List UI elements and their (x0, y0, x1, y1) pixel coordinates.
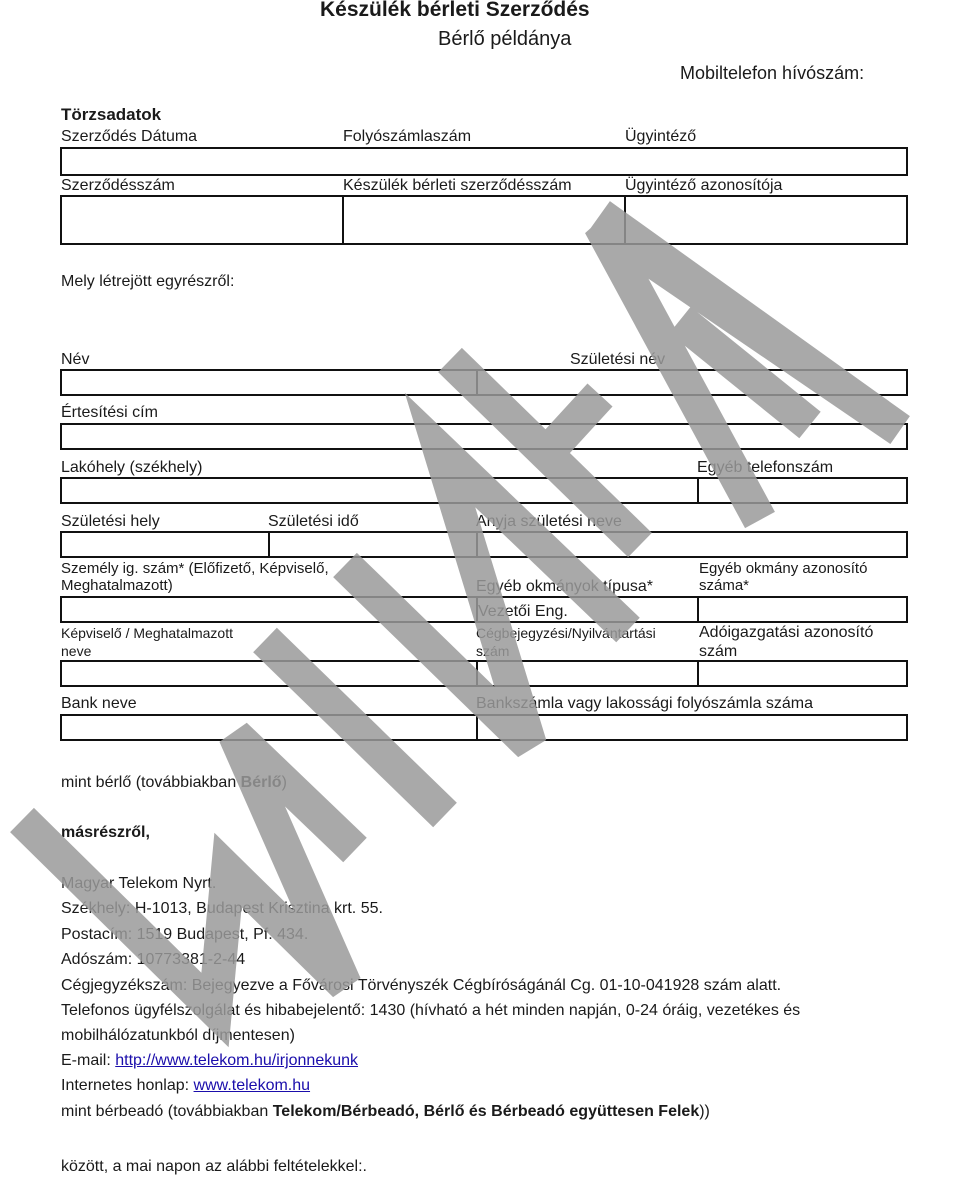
agent-id-field[interactable] (624, 195, 908, 245)
company-web-line (61, 1076, 310, 1095)
other-phone-label: Egyéb telefonszám (697, 459, 834, 476)
company-postal: Postacím: 1519 Budapest, Pf. 434. (61, 926, 309, 943)
company-registry: Cégjegyzékszám: Bejegyezve a Fővárosi Törvényszék Cégbíróságánál Cg. 01-10-041928 szám alatt. (61, 977, 782, 994)
party-intro: Mely létrejött egyrészről: (61, 273, 235, 290)
other-docs-type-field[interactable] (476, 596, 699, 623)
id-number-label-1: Személy ig. szám* (Előfizető, Képviselő, (61, 560, 329, 577)
contract-date-label: Szerződés Dátuma (61, 128, 198, 145)
company-seat: Székhely: H-1013, Budapest Krisztina krt. 55. (61, 900, 383, 917)
birth-place-label: Születési hely (61, 513, 160, 530)
birth-name-field[interactable] (476, 369, 908, 396)
bank-name-label: Bank neve (61, 695, 137, 712)
contract-number-field[interactable] (60, 195, 344, 245)
birth-date-field[interactable] (268, 531, 478, 558)
contract-number-label: Szerződésszám (61, 177, 175, 194)
lessor-term: Telekom/Bérbeadó, Bérlő és Bérbeadó együttesen Felek (272, 1103, 700, 1120)
bank-name-field[interactable] (60, 714, 478, 741)
doc-type-value: Vezetői Eng. (478, 603, 568, 620)
company-reg-field[interactable] (476, 660, 699, 687)
rep-name-label-1: Képviselő / Meghatalmazott (61, 625, 233, 641)
company-email-line (61, 1051, 358, 1070)
web-link[interactable]: www.telekom.hu (193, 1077, 311, 1094)
tax-id-field[interactable] (697, 660, 908, 687)
document-subtitle: Bérlő példánya (438, 28, 572, 50)
lessee-term: Bérlő (240, 774, 282, 791)
company-phone-line-2: mobilhálózatunkból díjmentesen) (61, 1027, 295, 1044)
agent-label: Ügyintéző (625, 128, 697, 145)
mother-name-label: Anyja születési neve (476, 513, 622, 530)
bank-account-label: Bankszámla vagy lakossági folyószámla száma (476, 695, 814, 712)
email-link[interactable]: http://www.telekom.hu/irjonnekunk (115, 1052, 359, 1069)
account-number-label: Folyószámlaszám (343, 128, 472, 145)
residence-field[interactable] (60, 477, 699, 504)
closing-line: között, a mai napon az alábbi feltételekkel:. (61, 1158, 367, 1175)
birth-name-label: Születési név (570, 351, 666, 368)
id-number-label-2: Meghatalmazott) (61, 577, 173, 594)
notify-address-field[interactable] (60, 423, 908, 450)
other-doc-id-label-2: száma* (699, 577, 750, 594)
company-name: Magyar Telekom Nyrt. (61, 875, 217, 892)
other-party-label: másrészről, (61, 824, 150, 841)
lessee-line (61, 773, 287, 792)
tax-id-label-2: szám (699, 643, 738, 660)
document-title: Készülék bérleti Szerződés (320, 0, 590, 21)
rental-contract-number-label: Készülék bérleti szerződésszám (343, 177, 572, 194)
name-field[interactable] (60, 369, 478, 396)
bank-account-field[interactable] (476, 714, 908, 741)
lessee-line-prefix: mint bérlő (továbbiakban (61, 774, 241, 791)
mother-name-field[interactable] (476, 531, 908, 558)
rep-name-label-2: neve (61, 643, 92, 659)
lessee-line-suffix: ) (281, 774, 287, 791)
email-label: E-mail: (61, 1052, 116, 1069)
company-reg-label-1: Cégbejegyzési/Nyilvántartási (476, 625, 656, 641)
other-doc-id-label-1: Egyéb okmány azonosító (699, 560, 868, 577)
tax-id-label-1: Adóigazgatási azonosító (699, 624, 874, 641)
lessor-line-prefix: mint bérbeadó (továbbiakban (61, 1103, 273, 1120)
rep-name-field[interactable] (60, 660, 478, 687)
company-tax: Adószám: 10773381-2-44 (61, 951, 246, 968)
other-docs-type-label: Egyéb okmányok típusa* (476, 578, 653, 595)
residence-label: Lakóhely (székhely) (61, 459, 203, 476)
company-phone-line-1: Telefonos ügyfélszolgálat és hibabejelentő: 1430 (hívható a hét minden napján, 0-24 óráig, vezetékes és (61, 1002, 801, 1019)
phone-number-label: Mobiltelefon hívószám: (680, 63, 865, 83)
contract-date-row-box[interactable] (60, 147, 908, 176)
birth-date-label: Születési idő (268, 513, 359, 530)
lessor-line (61, 1102, 710, 1121)
rental-contract-number-field[interactable] (342, 195, 626, 245)
birth-place-field[interactable] (60, 531, 270, 558)
company-reg-label-2: szám (476, 643, 510, 659)
name-label: Név (61, 351, 90, 368)
other-doc-id-field[interactable] (697, 596, 908, 623)
other-phone-field[interactable] (697, 477, 908, 504)
id-number-field[interactable] (60, 596, 478, 623)
notify-address-label: Értesítési cím (61, 404, 158, 421)
web-label: Internetes honlap: (61, 1077, 194, 1094)
lessor-line-suffix: )) (699, 1103, 710, 1120)
section-heading-master-data: Törzsadatok (61, 105, 162, 124)
agent-id-label: Ügyintéző azonosítója (625, 177, 783, 194)
